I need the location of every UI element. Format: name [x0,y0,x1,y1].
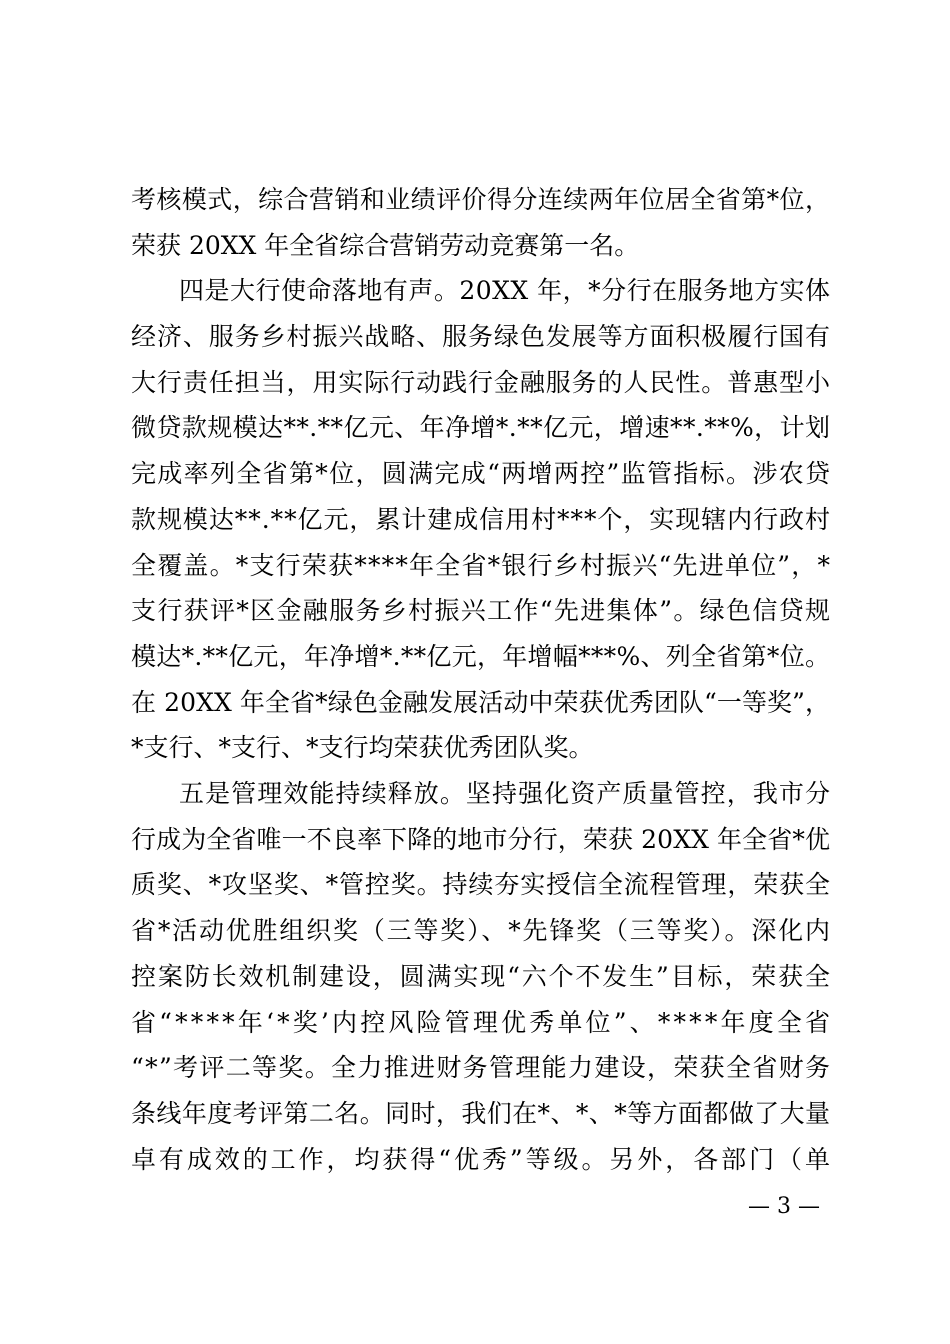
text-line-content: 经济、服务乡村振兴战略、服务绿色发展等方面积极履行国有 [131,322,831,351]
page-number: — 3 — [748,1194,820,1219]
text-line [0,683,950,723]
text-line [0,865,950,905]
text-line-content: *支行、*支行、*支行均荣获优秀团队奖。 [131,733,594,762]
text-line [0,637,950,677]
text-line-content: 微贷款规模达**.**亿元、年净增*.**亿元，增速**.**%，计划 [131,413,831,442]
text-line-content: 卓有成效的工作，均获得“优秀”等级。另外，各部门（单 [131,1145,833,1174]
text-line [0,728,950,768]
text-line-content: 在 20XX 年全省*绿色金融发展活动中荣获优秀团队“一等奖”， [131,688,831,717]
text-line [0,271,950,311]
text-line-content: 大行责任担当，用实际行动践行金融服务的人民性。普惠型小 [131,368,831,397]
text-line-content: 完成率列全省第*位，圆满完成“两增两控”监管指标。涉农贷 [131,459,832,488]
text-line [0,957,950,997]
text-line [0,1003,950,1043]
text-line-content: 考核模式，综合营销和业绩评价得分连续两年位居全省第*位， [131,185,831,214]
text-line [0,1094,950,1134]
text-line [0,226,950,266]
text-line [0,454,950,494]
text-line [0,1048,950,1088]
text-line-content: 省“****年‘*奖’内控风险管理优秀单位”、****年度全省 [131,1008,834,1037]
text-line-content: 模达*.**亿元，年净增*.**亿元，年增幅***%、列全省第*位。 [131,642,831,671]
text-line [0,1140,950,1180]
text-line-content: 条线年度考评第二名。同时，我们在*、*、*等方面都做了大量 [131,1099,831,1128]
text-line-content: 控案防长效机制建设，圆满实现“六个不发生”目标，荣获全 [131,962,832,991]
text-line-content: “*”考评二等奖。全力推进财务管理能力建设，荣获全省财务 [131,1053,832,1082]
text-line [0,591,950,631]
text-line [0,363,950,403]
text-line-content: 质奖、*攻坚奖、*管控奖。持续夯实授信全流程管理，荣获全 [131,870,831,899]
text-line [0,820,950,860]
text-line-content: 省*活动优胜组织奖（三等奖）、*先锋奖（三等奖）。深化内 [131,916,832,945]
text-line [0,180,950,220]
text-line [0,317,950,357]
text-line-content: 款规模达**.**亿元，累计建成信用村***个，实现辖内行政村 [131,505,831,534]
text-line [0,546,950,586]
text-line-content: 全覆盖。*支行荣获****年全省*银行乡村振兴“先进单位”，* [131,551,832,580]
text-line-content: 四是大行使命落地有声。20XX 年，*分行在服务地方实体 [179,276,831,305]
text-line [0,911,950,951]
text-line [0,500,950,540]
text-line [0,408,950,448]
text-line-content: 支行获评*区金融服务乡村振兴工作“先进集体”。绿色信贷规 [131,596,832,625]
text-line-content: 五是管理效能持续释放。坚持强化资产质量管控，我市分 [179,779,832,808]
text-line-content: 行成为全省唯一不良率下降的地市分行，荣获 20XX 年全省*优 [131,825,831,854]
text-line-content: 荣获 20XX 年全省综合营销劳动竞赛第一名。 [131,231,640,260]
text-line [0,774,950,814]
